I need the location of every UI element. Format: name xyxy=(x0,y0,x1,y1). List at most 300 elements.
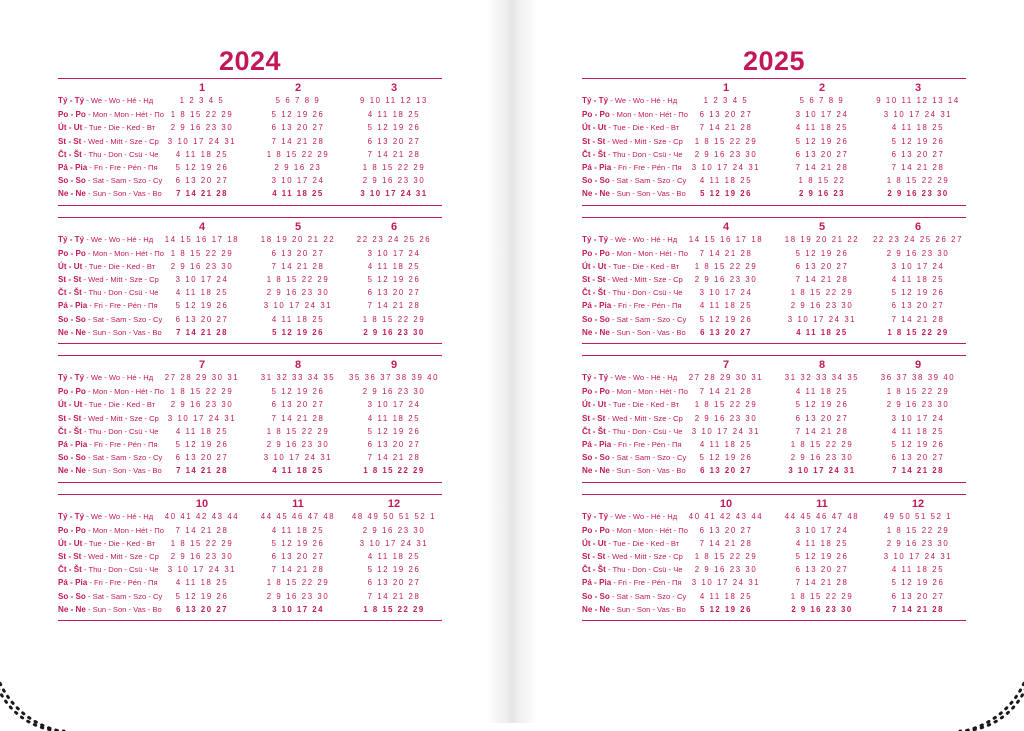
weekday-row xyxy=(58,150,442,163)
weekday-label xyxy=(582,314,687,324)
week-number-row xyxy=(582,235,966,248)
date-cell: 7 14 21 28 xyxy=(795,578,849,588)
date-cell: 5 12 19 26 xyxy=(795,136,849,146)
weekday-label xyxy=(582,110,688,120)
weekday-label xyxy=(58,189,162,199)
date-cell: 4 11 18 25 xyxy=(699,591,753,601)
date-cells xyxy=(678,578,966,587)
weekday-label xyxy=(582,136,683,146)
weekday-row xyxy=(582,288,966,301)
date-cell: 1 8 15 22 29 xyxy=(694,400,758,410)
weekday-translations: - Tue - Die - Ked - Вт xyxy=(606,123,680,133)
weekday-abbr: St - St xyxy=(58,136,82,146)
weekday-translations: - Mon - Mon - Hét - По xyxy=(85,387,164,397)
weekday-label xyxy=(582,578,682,588)
date-cell: 1 8 15 22 29 xyxy=(170,538,234,548)
date-cell: 3 10 17 24 xyxy=(367,248,421,258)
weekday-translations: - Mon - Mon - Hét - По xyxy=(609,248,688,258)
weekday-row xyxy=(582,592,966,605)
date-cell: 1 8 15 22 xyxy=(798,176,846,186)
weekday-label xyxy=(58,162,158,172)
date-cells xyxy=(678,249,966,258)
date-cell: 5 12 19 26 xyxy=(891,578,945,588)
date-cell: 7 14 21 28 xyxy=(891,314,945,324)
weekday-label xyxy=(582,301,682,311)
weekday-abbr: Tý - Tý xyxy=(58,511,85,521)
date-cell: 2 9 16 23 30 xyxy=(886,248,950,258)
date-cell: 2 9 16 23 30 xyxy=(790,301,854,311)
weekday-rows xyxy=(58,387,442,479)
weekday-abbr: Po - Po xyxy=(58,387,86,397)
date-cell: 1 8 15 22 29 xyxy=(362,314,426,324)
month-number-label: 9 xyxy=(390,359,398,371)
date-cells xyxy=(678,526,966,535)
date-cell: 6 13 20 27 xyxy=(795,149,849,159)
weekday-rows xyxy=(582,249,966,341)
week-number-cell: 9 10 11 12 13 xyxy=(360,96,428,105)
weekday-row xyxy=(58,592,442,605)
weekday-abbr: Ne - Ne xyxy=(582,466,610,476)
date-cell: 5 12 19 26 xyxy=(175,591,229,601)
weekday-abbr: Út - Ut xyxy=(58,261,83,271)
weekday-abbr: Pá - Pia xyxy=(58,162,88,172)
weekday-translations: - We - Wo - Hé - Нд xyxy=(608,234,678,244)
weekday-translations: - Mon - Mon - Hét - По xyxy=(85,110,164,120)
date-cell: 3 10 17 24 xyxy=(891,413,945,423)
date-cell: 6 13 20 27 xyxy=(700,327,752,337)
weekday-label xyxy=(58,123,154,132)
date-cell: 5 12 19 26 xyxy=(175,301,229,311)
date-cell: 3 10 17 24 31 xyxy=(360,189,428,199)
weekday-label xyxy=(58,96,154,105)
weekday-label xyxy=(58,176,163,186)
date-cells xyxy=(154,387,442,396)
weekday-row xyxy=(582,526,966,539)
weekday-row xyxy=(582,315,966,328)
weekday-abbr: Čt - Št xyxy=(582,288,606,298)
date-cells xyxy=(154,526,442,535)
date-cell: 4 11 18 25 xyxy=(272,466,324,476)
date-cell: 1 8 15 22 29 xyxy=(266,426,330,436)
weekday-row xyxy=(582,301,966,314)
weekday-abbr: Út - Ut xyxy=(582,123,607,133)
date-cells xyxy=(154,110,442,119)
weekday-row xyxy=(582,552,966,565)
date-cell: 5 12 19 26 xyxy=(175,439,229,449)
date-cell: 2 9 16 23 30 xyxy=(886,538,950,548)
date-cell: 4 11 18 25 xyxy=(795,387,849,397)
quarter-divider xyxy=(58,217,442,218)
date-cell: 2 9 16 23 30 xyxy=(363,327,425,337)
month-number-label: 2 xyxy=(294,82,302,94)
date-cell: 5 12 19 26 xyxy=(891,288,945,298)
date-cell: 3 10 17 24 31 xyxy=(691,426,761,436)
date-cell: 2 9 16 23 30 xyxy=(887,189,949,199)
date-cell: 4 11 18 25 xyxy=(891,565,945,575)
weekday-translations: - Sat - Sam - Szo - Су xyxy=(85,176,163,186)
date-cells xyxy=(678,288,966,297)
date-cell: 7 14 21 28 xyxy=(176,466,228,476)
month-number-label: 7 xyxy=(722,359,730,371)
date-cell: 3 10 17 24 31 xyxy=(167,413,237,423)
weekday-translations: - Wed - Mitt - Sze - Ср xyxy=(605,413,683,423)
date-cell: 3 10 17 24 31 xyxy=(263,453,333,463)
date-cell: 1 8 15 22 29 xyxy=(790,288,854,298)
month-number-label: 10 xyxy=(719,497,733,510)
week-number-cell: 31 32 33 34 35 xyxy=(784,373,860,382)
weekday-translations: - Tue - Die - Ked - Вт xyxy=(82,123,156,133)
weekday-abbr: So - So xyxy=(58,453,86,463)
date-cell: 4 11 18 25 xyxy=(699,301,753,311)
weekday-translations: - Sat - Sam - Szo - Су xyxy=(85,591,163,601)
date-cell: 7 14 21 28 xyxy=(699,538,753,548)
weekday-abbr: Pá - Pia xyxy=(582,162,612,172)
weekday-abbr: So - So xyxy=(58,591,86,601)
date-cell: 7 14 21 28 xyxy=(367,301,421,311)
weekday-label xyxy=(58,413,159,423)
week-number-cell: 14 15 16 17 18 xyxy=(688,234,764,244)
date-cell: 5 12 19 26 xyxy=(367,426,421,436)
weekday-row xyxy=(582,565,966,578)
weekday-translations: - Thu - Don - Csü - Че xyxy=(81,426,159,436)
date-cell: 6 13 20 27 xyxy=(271,400,325,410)
weekday-label xyxy=(58,525,164,535)
weekday-abbr: Ne - Ne xyxy=(58,189,86,199)
date-cells xyxy=(154,592,442,601)
quarter-divider xyxy=(582,217,966,218)
weekday-label xyxy=(58,604,162,614)
date-cell: 1 8 15 22 29 xyxy=(886,387,950,397)
date-cell: 3 10 17 24 31 xyxy=(787,314,857,324)
weekday-abbr: St - St xyxy=(582,552,606,562)
date-cell: 2 9 16 23 30 xyxy=(694,149,758,159)
weekday-label xyxy=(58,262,154,271)
week-number-cell: 5 6 7 8 9 xyxy=(275,96,321,105)
weekday-label xyxy=(58,314,163,324)
date-cells xyxy=(154,163,442,172)
weekday-translations: - We - Wo - Hé - Нд xyxy=(84,373,154,382)
date-cell: 5 12 19 26 xyxy=(175,162,229,172)
weekday-abbr: Čt - Št xyxy=(58,149,82,159)
date-cells xyxy=(678,137,966,146)
weekday-abbr: Út - Ut xyxy=(582,261,607,271)
date-cell: 1 8 15 22 29 xyxy=(170,248,234,258)
weekday-abbr: So - So xyxy=(58,314,86,324)
month-number-label: 5 xyxy=(294,220,302,233)
weekday-row xyxy=(582,123,966,136)
month-header-row xyxy=(582,498,966,510)
date-cells xyxy=(154,565,442,574)
date-cells xyxy=(154,605,442,614)
weekday-translations: - Fri - Fre - Pén - Пя xyxy=(87,162,158,172)
date-cells xyxy=(678,440,966,449)
weekday-translations: - Wed - Mitt - Sze - Ср xyxy=(605,552,683,562)
date-cell: 5 12 19 26 xyxy=(795,248,849,258)
weekday-abbr: Tý - Tý xyxy=(582,511,609,521)
date-cell: 6 13 20 27 xyxy=(795,565,849,575)
weekday-translations: - Thu - Don - Csü - Че xyxy=(605,288,683,298)
weekday-row xyxy=(582,163,966,176)
page-title-left: 2024 xyxy=(218,46,282,76)
date-cell: 6 13 20 27 xyxy=(367,136,421,146)
weekday-label xyxy=(58,136,159,146)
date-cell: 4 11 18 25 xyxy=(891,123,945,133)
weekday-row xyxy=(58,275,442,288)
week-number-cell: 18 19 20 21 22 xyxy=(260,234,336,244)
weekday-translations: - Fri - Fre - Pén - Пя xyxy=(87,578,158,588)
date-cells xyxy=(678,453,966,462)
weekday-translations: - Sat - Sam - Szo - Су xyxy=(85,453,163,463)
weekday-label xyxy=(582,189,686,199)
date-cells xyxy=(154,427,442,436)
month-number-label: 10 xyxy=(195,497,209,510)
weekday-label xyxy=(582,512,678,521)
quarter-divider-bottom xyxy=(582,482,966,483)
weekday-translations: - We - Wo - Hé - Нд xyxy=(608,511,678,521)
date-cell: 4 11 18 25 xyxy=(271,314,325,324)
date-cell: 3 10 17 24 31 xyxy=(883,110,953,120)
date-cell: 7 14 21 28 xyxy=(175,525,229,535)
date-cell: 3 10 17 24 xyxy=(271,176,325,186)
left-page xyxy=(0,0,500,723)
weekday-label xyxy=(582,466,686,476)
date-cell: 7 14 21 28 xyxy=(367,591,421,601)
weekday-translations: - Mon - Mon - Hét - По xyxy=(609,110,688,120)
month-header-spacer xyxy=(58,359,154,371)
weekday-abbr: So - So xyxy=(582,314,610,324)
date-cells xyxy=(678,163,966,172)
month-number-label: 12 xyxy=(387,497,401,510)
date-cells xyxy=(678,400,966,409)
weekday-abbr: Čt - Št xyxy=(58,565,82,575)
weekday-row xyxy=(582,440,966,453)
weekday-label xyxy=(58,235,154,244)
weekday-label xyxy=(58,327,162,337)
date-cell: 7 14 21 28 xyxy=(892,466,944,476)
date-cell: 7 14 21 28 xyxy=(367,453,421,463)
week-number-row xyxy=(582,373,966,386)
weekday-label xyxy=(58,466,162,476)
weekday-translations: - Thu - Don - Csü - Че xyxy=(81,288,159,298)
weekday-abbr: Út - Ut xyxy=(582,400,607,410)
weekday-label xyxy=(582,525,688,535)
weekday-row xyxy=(58,315,442,328)
date-cell: 1 8 15 22 29 xyxy=(363,604,425,614)
weekday-abbr: So - So xyxy=(582,591,610,601)
weekday-abbr: Út - Ut xyxy=(582,538,607,548)
weekday-translations: - We - Wo - Hé - Нд xyxy=(84,511,154,521)
quarter-list-right xyxy=(582,78,966,632)
date-cell: 7 14 21 28 xyxy=(795,426,849,436)
weekday-translations: - Sun - Son - Vas - Во xyxy=(85,189,162,199)
date-cell: 3 10 17 24 31 xyxy=(263,301,333,311)
weekday-label xyxy=(582,248,688,258)
date-cell: 4 11 18 25 xyxy=(175,149,229,159)
weekday-abbr: Ne - Ne xyxy=(58,466,86,476)
weekday-translations: - Sat - Sam - Szo - Су xyxy=(609,176,687,186)
month-number-label: 12 xyxy=(911,497,925,510)
month-header-row xyxy=(58,498,442,510)
weekday-label xyxy=(58,426,159,436)
date-cell: 4 11 18 25 xyxy=(271,525,325,535)
weekday-row xyxy=(58,328,442,341)
date-cells xyxy=(154,315,442,324)
weekday-abbr: Čt - Št xyxy=(58,426,82,436)
date-cell: 6 13 20 27 xyxy=(891,591,945,601)
date-cells xyxy=(678,189,966,198)
weekday-label xyxy=(58,110,164,120)
page-title-right: 2025 xyxy=(742,46,806,76)
date-cell: 4 11 18 25 xyxy=(891,275,945,285)
date-cell: 6 13 20 27 xyxy=(367,288,421,298)
weekday-label xyxy=(58,552,159,562)
weekday-abbr: Ne - Ne xyxy=(582,327,610,337)
month-header-row xyxy=(58,221,442,233)
weekday-label xyxy=(582,327,686,337)
date-cells xyxy=(154,400,442,409)
weekday-label xyxy=(58,453,163,463)
weekday-translations: - Sun - Son - Vas - Во xyxy=(85,327,162,337)
quarter-divider-bottom xyxy=(582,620,966,621)
date-cell: 6 13 20 27 xyxy=(271,123,325,133)
date-cells xyxy=(154,275,442,284)
date-cell: 2 9 16 23 30 xyxy=(170,261,234,271)
date-cell: 5 12 19 26 xyxy=(700,604,752,614)
weekday-row xyxy=(58,176,442,189)
weekday-label xyxy=(582,591,687,601)
date-cell: 3 10 17 24 xyxy=(795,110,849,120)
date-cells xyxy=(678,387,966,396)
week-number-row xyxy=(582,512,966,525)
weekday-abbr: Pá - Pia xyxy=(58,578,88,588)
weekday-translations: - Thu - Don - Csü - Че xyxy=(605,149,683,159)
weekday-label xyxy=(582,275,683,285)
date-cells xyxy=(154,466,442,475)
date-cells xyxy=(154,137,442,146)
week-number-cell: 35 36 37 38 39 40 xyxy=(348,373,440,382)
quarter-block xyxy=(582,217,966,345)
weekday-label xyxy=(582,565,683,575)
weekday-translations: - Mon - Mon - Hét - По xyxy=(85,525,164,535)
date-cell: 7 14 21 28 xyxy=(795,275,849,285)
month-header-spacer xyxy=(582,82,678,94)
weekday-abbr: Tý - Tý xyxy=(58,373,85,382)
weekday-translations: - Fri - Fre - Pén - Пя xyxy=(611,578,682,588)
weekday-row xyxy=(58,137,442,150)
weekday-row xyxy=(58,565,442,578)
weekday-label xyxy=(58,275,159,285)
weekday-translations: - Thu - Don - Csü - Че xyxy=(605,565,683,575)
week-number-cells xyxy=(154,373,442,382)
month-number-label: 8 xyxy=(818,359,826,371)
week-number-cell: 44 45 46 47 48 xyxy=(784,511,860,521)
date-cell: 6 13 20 27 xyxy=(795,261,849,271)
date-cell: 5 12 19 26 xyxy=(272,327,324,337)
weekday-translations: - We - Wo - Hé - Нд xyxy=(84,234,154,244)
weekday-abbr: St - St xyxy=(58,552,82,562)
date-cell: 2 9 16 23 30 xyxy=(694,275,758,285)
weekday-translations: - Thu - Don - Csü - Че xyxy=(81,149,159,159)
date-cell: 4 11 18 25 xyxy=(367,110,421,120)
weekday-label xyxy=(58,387,164,397)
week-number-cell: 40 41 42 43 44 xyxy=(164,511,240,521)
weekday-translations: - Tue - Die - Ked - Вт xyxy=(606,400,680,410)
date-cell: 3 10 17 24 31 xyxy=(691,578,761,588)
date-cell: 5 12 19 26 xyxy=(271,538,325,548)
month-number-label: 5 xyxy=(818,220,826,233)
date-cells xyxy=(678,176,966,185)
quarter-block xyxy=(58,494,442,622)
date-cell: 7 14 21 28 xyxy=(699,123,753,133)
date-cell: 2 9 16 23 30 xyxy=(266,288,330,298)
month-number-label: 8 xyxy=(294,359,302,371)
weekday-abbr: St - St xyxy=(582,136,606,146)
quarter-divider xyxy=(582,355,966,356)
date-cell: 1 8 15 22 29 xyxy=(886,176,950,186)
weekday-translations: - Tue - Die - Ked - Вт xyxy=(606,538,680,548)
week-number-cell: 31 32 33 34 35 xyxy=(260,373,336,382)
date-cell: 5 12 19 26 xyxy=(891,439,945,449)
weekday-row xyxy=(582,427,966,440)
week-number-row xyxy=(58,96,442,109)
date-cell: 5 12 19 26 xyxy=(367,565,421,575)
quarter-list-left xyxy=(58,78,442,632)
weekday-row xyxy=(582,400,966,413)
date-cell: 3 10 17 24 31 xyxy=(883,552,953,562)
quarter-block xyxy=(58,217,442,345)
weekday-label xyxy=(582,176,687,186)
date-cell: 6 13 20 27 xyxy=(891,149,945,159)
weekday-row xyxy=(582,110,966,123)
weekday-row xyxy=(582,539,966,552)
weekday-row xyxy=(58,605,442,618)
weekday-rows xyxy=(582,387,966,479)
weekday-row xyxy=(58,387,442,400)
date-cell: 4 11 18 25 xyxy=(175,426,229,436)
date-cell: 1 8 15 22 29 xyxy=(887,327,949,337)
month-number-label: 4 xyxy=(198,220,206,233)
weekday-translations: - Sun - Son - Vas - Во xyxy=(609,604,686,614)
weekday-rows xyxy=(582,526,966,618)
date-cell: 5 12 19 26 xyxy=(367,123,421,133)
weekday-abbr: Po - Po xyxy=(582,110,610,120)
weekday-row xyxy=(58,427,442,440)
quarter-divider-bottom xyxy=(58,620,442,621)
weekday-row xyxy=(582,189,966,202)
date-cell: 6 13 20 27 xyxy=(367,439,421,449)
weekday-label xyxy=(582,552,683,562)
weekday-row xyxy=(582,150,966,163)
weekday-abbr: So - So xyxy=(582,176,610,186)
date-cells xyxy=(154,539,442,548)
date-cell: 3 10 17 24 31 xyxy=(788,466,856,476)
date-cells xyxy=(678,466,966,475)
date-cell: 1 8 15 22 29 xyxy=(363,466,425,476)
weekday-label xyxy=(58,373,154,382)
weekday-label xyxy=(582,413,683,423)
weekday-label xyxy=(58,565,159,575)
date-cell: 2 9 16 23 30 xyxy=(791,604,853,614)
weekday-abbr: Tý - Tý xyxy=(582,373,609,382)
date-cell: 1 8 15 22 29 xyxy=(694,136,758,146)
weekday-abbr: Po - Po xyxy=(582,525,610,535)
week-number-cell: 9 10 11 12 13 14 xyxy=(876,96,960,105)
weekday-row xyxy=(58,163,442,176)
date-cell: 2 9 16 23 30 xyxy=(266,591,330,601)
weekday-translations: - Tue - Die - Ked - Вт xyxy=(82,261,156,271)
week-number-cell: 48 49 50 51 52 1 xyxy=(351,511,437,521)
quarter-divider-bottom xyxy=(582,343,966,344)
